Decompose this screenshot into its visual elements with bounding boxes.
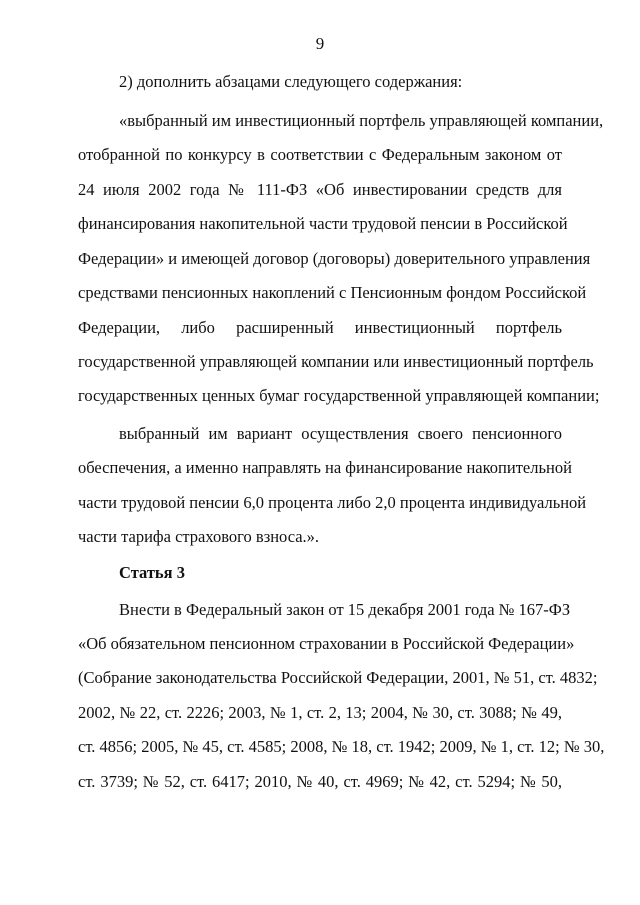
paragraph-line: государственных ценных бумаг государственной управляющей компании;: [78, 386, 600, 405]
paragraph-line: государственной управляющей компании или инвестиционный портфель: [78, 352, 594, 371]
article-heading: Статья 3: [119, 563, 185, 582]
paragraph-line: средствами пенсионных накоплений с Пенсионным фондом Российской: [78, 283, 587, 302]
paragraph-line: 24 июля 2002 года № 111-ФЗ «Об инвестировании средств для: [78, 180, 562, 199]
paragraph-line: 2002, № 22, ст. 2226; 2003, № 1, ст. 2, 13; 2004, № 30, ст. 3088; № 49,: [78, 703, 562, 722]
paragraph-line: части тарифа страхового взноса.».: [78, 527, 320, 546]
paragraph-line: отобранной по конкурсу в соответствии с Федеральным законом от: [78, 145, 562, 164]
paragraph-line: Внести в Федеральный закон от 15 декабря 2001 года № 167-ФЗ: [119, 600, 571, 619]
paragraph-line: части трудовой пенсии 6,0 процента либо 2,0 процента индивидуальной: [78, 493, 587, 512]
paragraph-line: выбранный им вариант осуществления своего пенсионного: [119, 424, 562, 443]
page-number: 9: [315, 34, 325, 53]
paragraph-line: (Собрание законодательства Российской Федерации, 2001, № 51, ст. 4832;: [78, 668, 598, 687]
paragraph-line: Федерации» и имеющей договор (договоры) доверительного управления: [78, 249, 591, 268]
paragraph-line: финансирования накопительной части трудовой пенсии в Российской: [78, 214, 568, 233]
paragraph-line: ст. 3739; № 52, ст. 6417; 2010, № 40, ст. 4969; № 42, ст. 5294; № 50,: [78, 772, 562, 791]
paragraph-line: обеспечения, а именно направлять на финансирование накопительной: [78, 458, 572, 477]
paragraph-line: ст. 4856; 2005, № 45, ст. 4585; 2008, № 18, ст. 1942; 2009, № 1, ст. 12; № 30,: [78, 737, 605, 756]
paragraph-line: «выбранный им инвестиционный портфель управляющей компании,: [119, 111, 604, 130]
paragraph-line: «Об обязательном пенсионном страховании в Российской Федерации»: [78, 634, 575, 653]
paragraph-line: Федерации, либо расширенный инвестиционный портфель: [78, 318, 562, 337]
paragraph-line: 2) дополнить абзацами следующего содержания:: [119, 72, 463, 91]
